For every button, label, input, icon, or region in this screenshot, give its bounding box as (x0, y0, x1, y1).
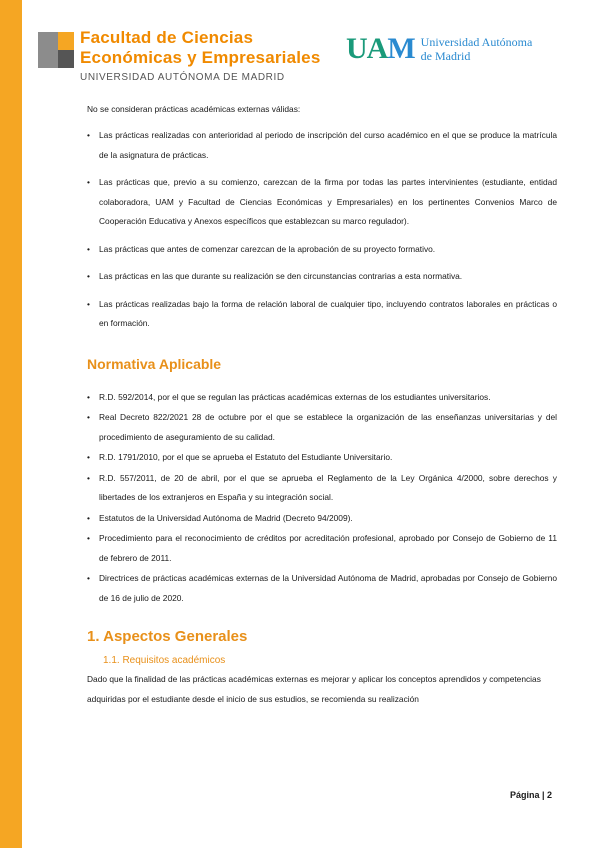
list-item: • Procedimiento para el reconocimiento de créditos por acreditación profesional, aprobado por Consejo de Gobierno de 11 de febrero de 2011. (87, 529, 557, 568)
uam-name-line1: Universidad Autónoma (420, 35, 533, 49)
page-content (87, 104, 557, 709)
faculty-logo (38, 28, 321, 83)
list-item: • Las prácticas realizadas bajo la forma de relación laboral de cualquier tipo, incluyendo contratos laborales en prácticas o en formación. (87, 295, 557, 334)
faculty-logo-mark (38, 32, 74, 68)
section-heading: 1. Aspectos Generales (87, 628, 248, 645)
list-item: • Estatutos de la Universidad Autónoma de Madrid (Decreto 94/2009). (87, 509, 557, 529)
list-item: • Las prácticas realizadas con anterioridad al periodo de inscripción del curso académico en el que se produce la matrícula de la asignatura de prácticas. (87, 126, 557, 165)
intro-paragraph: No se consideran prácticas académicas externas válidas: (87, 104, 301, 114)
uam-logo (346, 32, 532, 66)
list-item: • Directrices de prácticas académicas externas de la Universidad Autónoma de Madrid, aprobadas por Consejo de Gobierno de 16 de julio de 2020. (87, 569, 557, 608)
list-item: • Real Decreto 822/2021 28 de octubre por el que se establece la organización de las enseñanzas universitarias y del procedimiento de aseguramiento de su calidad. (87, 408, 557, 447)
faculty-name-line2: Económicas y Empresariales (80, 48, 321, 67)
uam-logo-mark (346, 32, 415, 66)
uam-letters-b: M (387, 32, 415, 65)
list-item: • R.D. 1791/2010, por el que se aprueba el Estatuto del Estudiante Universitario. (87, 448, 557, 468)
subsection-heading: 1.1. Requisitos académicos (103, 655, 226, 666)
normativa-list (87, 388, 557, 609)
list-item: • R.D. 557/2011, de 20 de abril, por el que se aprueba el Reglamento de la Ley Orgánica 4/2000, sobre derechos y libertades de los extranjeros en España y su integración social. (87, 469, 557, 508)
normativa-heading: Normativa Aplicable (87, 355, 222, 372)
uam-name-line2: de Madrid (420, 49, 471, 63)
faculty-university: UNIVERSIDAD AUTÓNOMA DE MADRID (80, 72, 285, 83)
invalid-practices-list (87, 126, 557, 334)
uam-letters-a: UA (346, 32, 388, 65)
page-number: Página | 2 (509, 790, 552, 800)
section-paragraph: Dado que la finalidad de las prácticas académicas externas es mejorar y aplicar los conceptos aprendidos y competencias adquiridas por el estudiante desde el inicio de sus estudios, se recomienda su realización (87, 674, 541, 704)
list-item: • Las prácticas que, previo a su comienzo, carezcan de la firma por todas las partes intervinientes (estudiante, entidad colaboradora, UAM y Facultad de Ciencias Económicas y Empresariales) en los pertinentes Convenios Marco de Cooperación Educativa y Anexos específicos que establezcan su marco regulador). (87, 173, 557, 232)
faculty-name-line1: Facultad de Ciencias (80, 28, 254, 47)
list-item: • Las prácticas en las que durante su realización se den circunstancias contrarias a esta normativa. (87, 267, 557, 287)
list-item: • Las prácticas que antes de comenzar carezcan de la aprobación de su proyecto formativo. (87, 240, 557, 260)
side-accent-bar (0, 0, 22, 848)
list-item: • R.D. 592/2014, por el que se regulan las prácticas académicas externas de los estudiantes universitarios. (87, 388, 557, 408)
